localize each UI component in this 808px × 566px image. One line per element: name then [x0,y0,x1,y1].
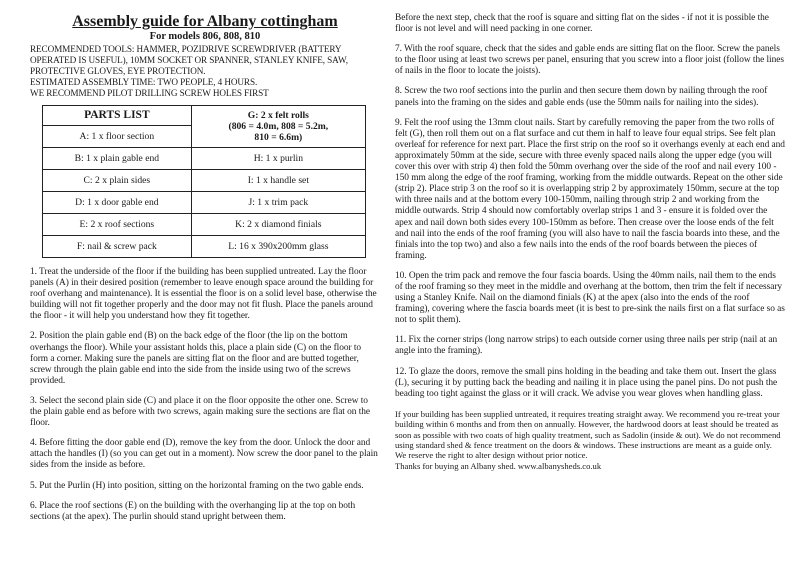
parts-list-heading: PARTS LIST [43,106,192,126]
part-b: B: 1 x plain gable end [43,148,192,170]
part-a: A: 1 x floor section [43,126,192,148]
step-4: 4. Before fitting the door gable end (D), remove the key from the door. Unlock the door and attach the handles (I) (so you can get out in a moment). Now screw the door panel to the plain sides from the inside as before. [30,438,378,471]
pilot-drilling-note: WE RECOMMEND PILOT DRILLING SCREW HOLES FIRST [30,88,269,98]
page-title: Assembly guide for Albany cottingham [72,13,338,30]
treatment-text: If your building has been supplied untreated, it requires treating straight away. We recommend you re-treat your building within 6 months and from then on annually. However, the hardwood doors at least should be treated as soon as possible with two coats of high quality treatment, such as Sadolin (inside & out). We do not recommend using standard shed & fence treatment on the doors & windows. These instructions are meant as a guide only. We reserve the right to alter design without prior notice. [395,408,781,461]
step-6-continued: Before the next step, check that the roof is square and sitting flat on the sides - if not it is possible the floor is not level and will need packing in one corner. [395,13,769,35]
part-f: F: nail & screw pack [43,236,192,258]
part-d: D: 1 x door gable end [43,192,192,214]
step-1: 1. Treat the underside of the floor if the building has been supplied untreated. Lay the floor panels (A) in their desired position (remember to leave enough space around the building for roof overhang and maintenance). It is essential the floor is on a solid level base, otherwise the building will not fit together properly and the door may not fit flush. Place the panels around the floor - it will help you understand how they fit together. [30,267,377,322]
step-6: 6. Place the roof sections (E) on the building with the overhanging lip at the top on both sections (at the apex). The purlin should stand upright between them. [30,500,356,522]
part-g-line3: 810 = 6.6m) [254,132,303,143]
part-h: H: 1 x purlin [191,148,365,170]
part-c: C: 2 x plain sides [43,170,192,192]
step-8: 8. Screw the two roof sections into the purlin and then secure them down by nailing through the roof panels into the framing on the sides and gable ends (use the 50mm nails for nailing into the sides). [395,86,768,108]
treatment-note [395,409,785,471]
part-g-line2: (806 = 4.0m, 808 = 5.2m, [228,121,329,132]
step-10: 10. Open the trim pack and remove the four fascia boards. Using the 40mm nails, nail them to the ends of the roof framing so they meet in the middle and overhang at the bottom, then trim the felt if necessary using a Stanley Knife. Nail on the diamond finials (K) at the apex (also into the ends of the roof framing), covering where the fascia boards meet (it is best to pre-sink the nails first on a flat surface so as not to split them). [395,270,785,326]
part-i: I: 1 x handle set [191,170,365,192]
recommended-tools: RECOMMENDED TOOLS: HAMMER, POZIDRIVE SCREWDRIVER (BATTERY OPERATED IS USEFUL), 10MM SOCKET OR SPANNER, STANLEY KNIFE, SAW, PROTECTIVE GLOVES, EYE PROTECTION. [30,44,348,76]
part-e: E: 2 x roof sections [43,214,192,236]
left-column [30,0,380,523]
thanks-text: Thanks for buying an Albany shed. www.albanysheds.co.uk [395,460,602,471]
part-k: K: 2 x diamond finials [191,214,365,236]
right-column [395,0,785,471]
step-9: 9. Felt the roof using the 13mm clout nails. Start by carefully removing the paper from the two rolls of felt (G), then roll them out on a flat surface and cut them in half to leave four equal strips. See felt plan overleaf for reference for next part. Place the first strip on the roof so it overhangs evenly at each end and approximately 50mm at the side, secure with three evenly spaced nails along the upper edge (you will cover this over with strip 4) then fold the 50mm overhang over the side of the roof and nail every 100 - 150 mm along the edge of the roof framing, working from the middle outwards. Repeat on the other side (strip 2). Place strip 3 on the roof so it is overlapping strip 2 by approximately 150mm, secure at the top with three nails and at the bottom every 100-150mm, nailing through strip 2 and working from the middle outwards. Strip 4 should now comfortably overlap strips 1 and 3 - ensure it is folded over the apex and nail down both sides every 100-150mm as before. Then crease over the loose ends of the felt and nail into the ends of the roof framing (you will also have to nail the fascia boards into these, and the finials into the top two) and also a few nails into the ends of the roof boards between the pieces of framing. [395,117,785,261]
step-12: 12. To glaze the doors, remove the small pins holding in the beading and take them out. Insert the glass (L), securing it by putting back the beading and nailing it in place using the panel pins. Do not push the beading too tight against the glass or it will crack. We advise you wear gloves when handling glass. [395,366,778,399]
step-2: 2. Position the plain gable end (B) on the back edge of the floor (the lip on the bottom overhangs the floor). While your assistant holds this, place a plain side (C) on the floor to form a corner. Making sure the panels are sitting flat on the floor and are butted together, screw through the plain gable end into the side from the inside using two of the screws provided. [30,331,362,386]
part-j: J: 1 x trim pack [191,192,365,214]
part-g-line1: G: 2 x felt rolls [247,110,309,121]
step-11: 11. Fix the corner strips (long narrow strips) to each outside corner using three nails per strip (nail at an angle into the framing). [395,335,778,357]
page-subtitle: For models 806, 808, 810 [149,31,261,42]
step-5: 5. Put the Purlin (H) into position, sitting on the horizontal framing on the two gable ends. [30,480,364,491]
step-3: 3. Select the second plain side (C) and place it on the floor opposite the other one. Screw to the plain gable end as before with two screws, again making sure the sections are flat on the floor. [30,395,371,429]
part-l: L: 16 x 390x200mm glass [191,236,365,258]
part-g-cell [191,106,365,148]
step-7: 7. With the roof square, check that the sides and gable ends are sitting flat on the floor. Screw the panels to the floor using at least two screws per panel, ensuring that you screw into a floor joist (follow the lines of nails in the floor to locate the joists). [395,44,784,77]
assembly-time: ESTIMATED ASSEMBLY TIME: TWO PEOPLE, 4 HOURS. [30,77,258,87]
parts-list-table [42,105,366,258]
